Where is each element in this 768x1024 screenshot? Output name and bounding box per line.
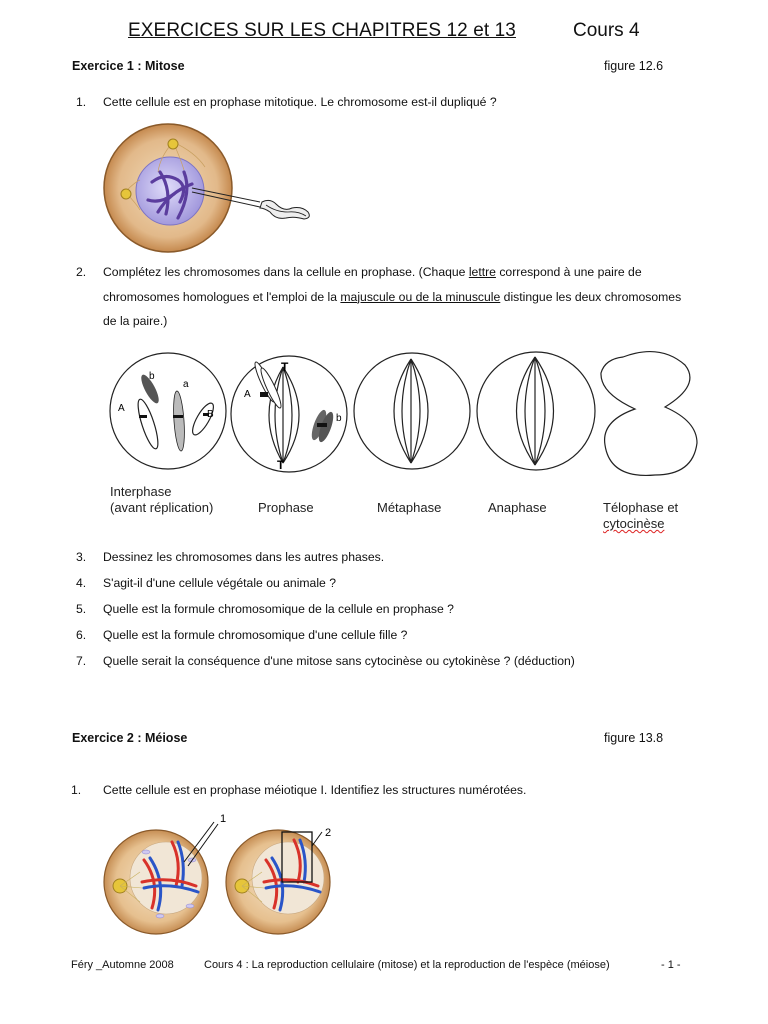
- letter-b: b: [149, 371, 155, 382]
- footer-author: Féry _Automne 2008: [71, 959, 174, 971]
- spindle-pole-bottom: T: [277, 458, 285, 472]
- letter-A-prophase: A: [244, 389, 251, 400]
- question-4: 4. S'agit-il d'une cellule végétale ou animale ?: [76, 576, 336, 590]
- anaphase-cell: [477, 352, 595, 470]
- exercise2-heading: Exercice 2 : Méiose: [72, 731, 188, 745]
- prophase-cell-illustration: [100, 122, 340, 257]
- label-telophase: Télophase et cytocinèse: [603, 500, 679, 531]
- letter-a: a: [183, 379, 189, 390]
- course-label: Cours 4: [573, 20, 640, 41]
- exercise2-figure-ref: figure 13.8: [604, 731, 664, 745]
- footer-page-number: - 1 -: [661, 959, 681, 971]
- letter-B: B: [207, 409, 214, 420]
- footer-course: Cours 4 : La reproduction cellulaire (mitose) et la reproduction de l'espèce (méiose): [204, 959, 610, 971]
- question-1: 1. Cette cellule est en prophase mitotique. Le chromosome est-il dupliqué ?: [76, 95, 497, 109]
- question-list: [0, 545, 768, 675]
- callout-2: 2: [325, 827, 332, 839]
- question-3: 3. Dessinez les chromosomes dans les autres phases.: [76, 550, 385, 564]
- meiosis-prophase-illustration: [100, 812, 340, 942]
- question-7: 7. Quelle serait la conséquence d'une mitose sans cytocinèse ou cytokinèse ? (déduction): [76, 654, 575, 668]
- label-anaphase: Anaphase: [488, 500, 547, 515]
- page-title: EXERCICES SUR LES CHAPITRES 12 et 13: [128, 20, 516, 41]
- telophase-cell: [601, 352, 697, 476]
- question-2: 2. Complétez les chromosomes dans la cellule en prophase. (Chaque lettre correspond à une paire de chromosomes homologues et l'emploi de la majuscule ou de la minuscule distingue les deux chromosomes de la paire.): [76, 265, 682, 328]
- exercise1-figure-ref: figure 12.6: [604, 59, 664, 73]
- callout-1: 1: [220, 813, 227, 825]
- letter-b-prophase: b: [336, 413, 342, 424]
- label-prophase: Prophase: [258, 500, 314, 515]
- exercise1-heading: Exercice 1 : Mitose: [72, 59, 185, 73]
- question-5: 5. Quelle est la formule chromosomique de la cellule en prophase ?: [76, 602, 454, 616]
- exercise2-question-1: 1. Cette cellule est en prophase méiotique I. Identifiez les structures numérotées.: [71, 783, 527, 797]
- letter-A: A: [118, 403, 125, 414]
- spindle-pole-top: T: [281, 360, 289, 374]
- label-metaphase: Métaphase: [377, 500, 442, 515]
- metaphase-cell: [354, 353, 470, 469]
- mitosis-phases-diagram: [105, 345, 705, 485]
- question-6: 6. Quelle est la formule chromosomique d'une cellule fille ?: [76, 628, 408, 642]
- label-interphase: Interphase (avant réplication): [110, 484, 214, 515]
